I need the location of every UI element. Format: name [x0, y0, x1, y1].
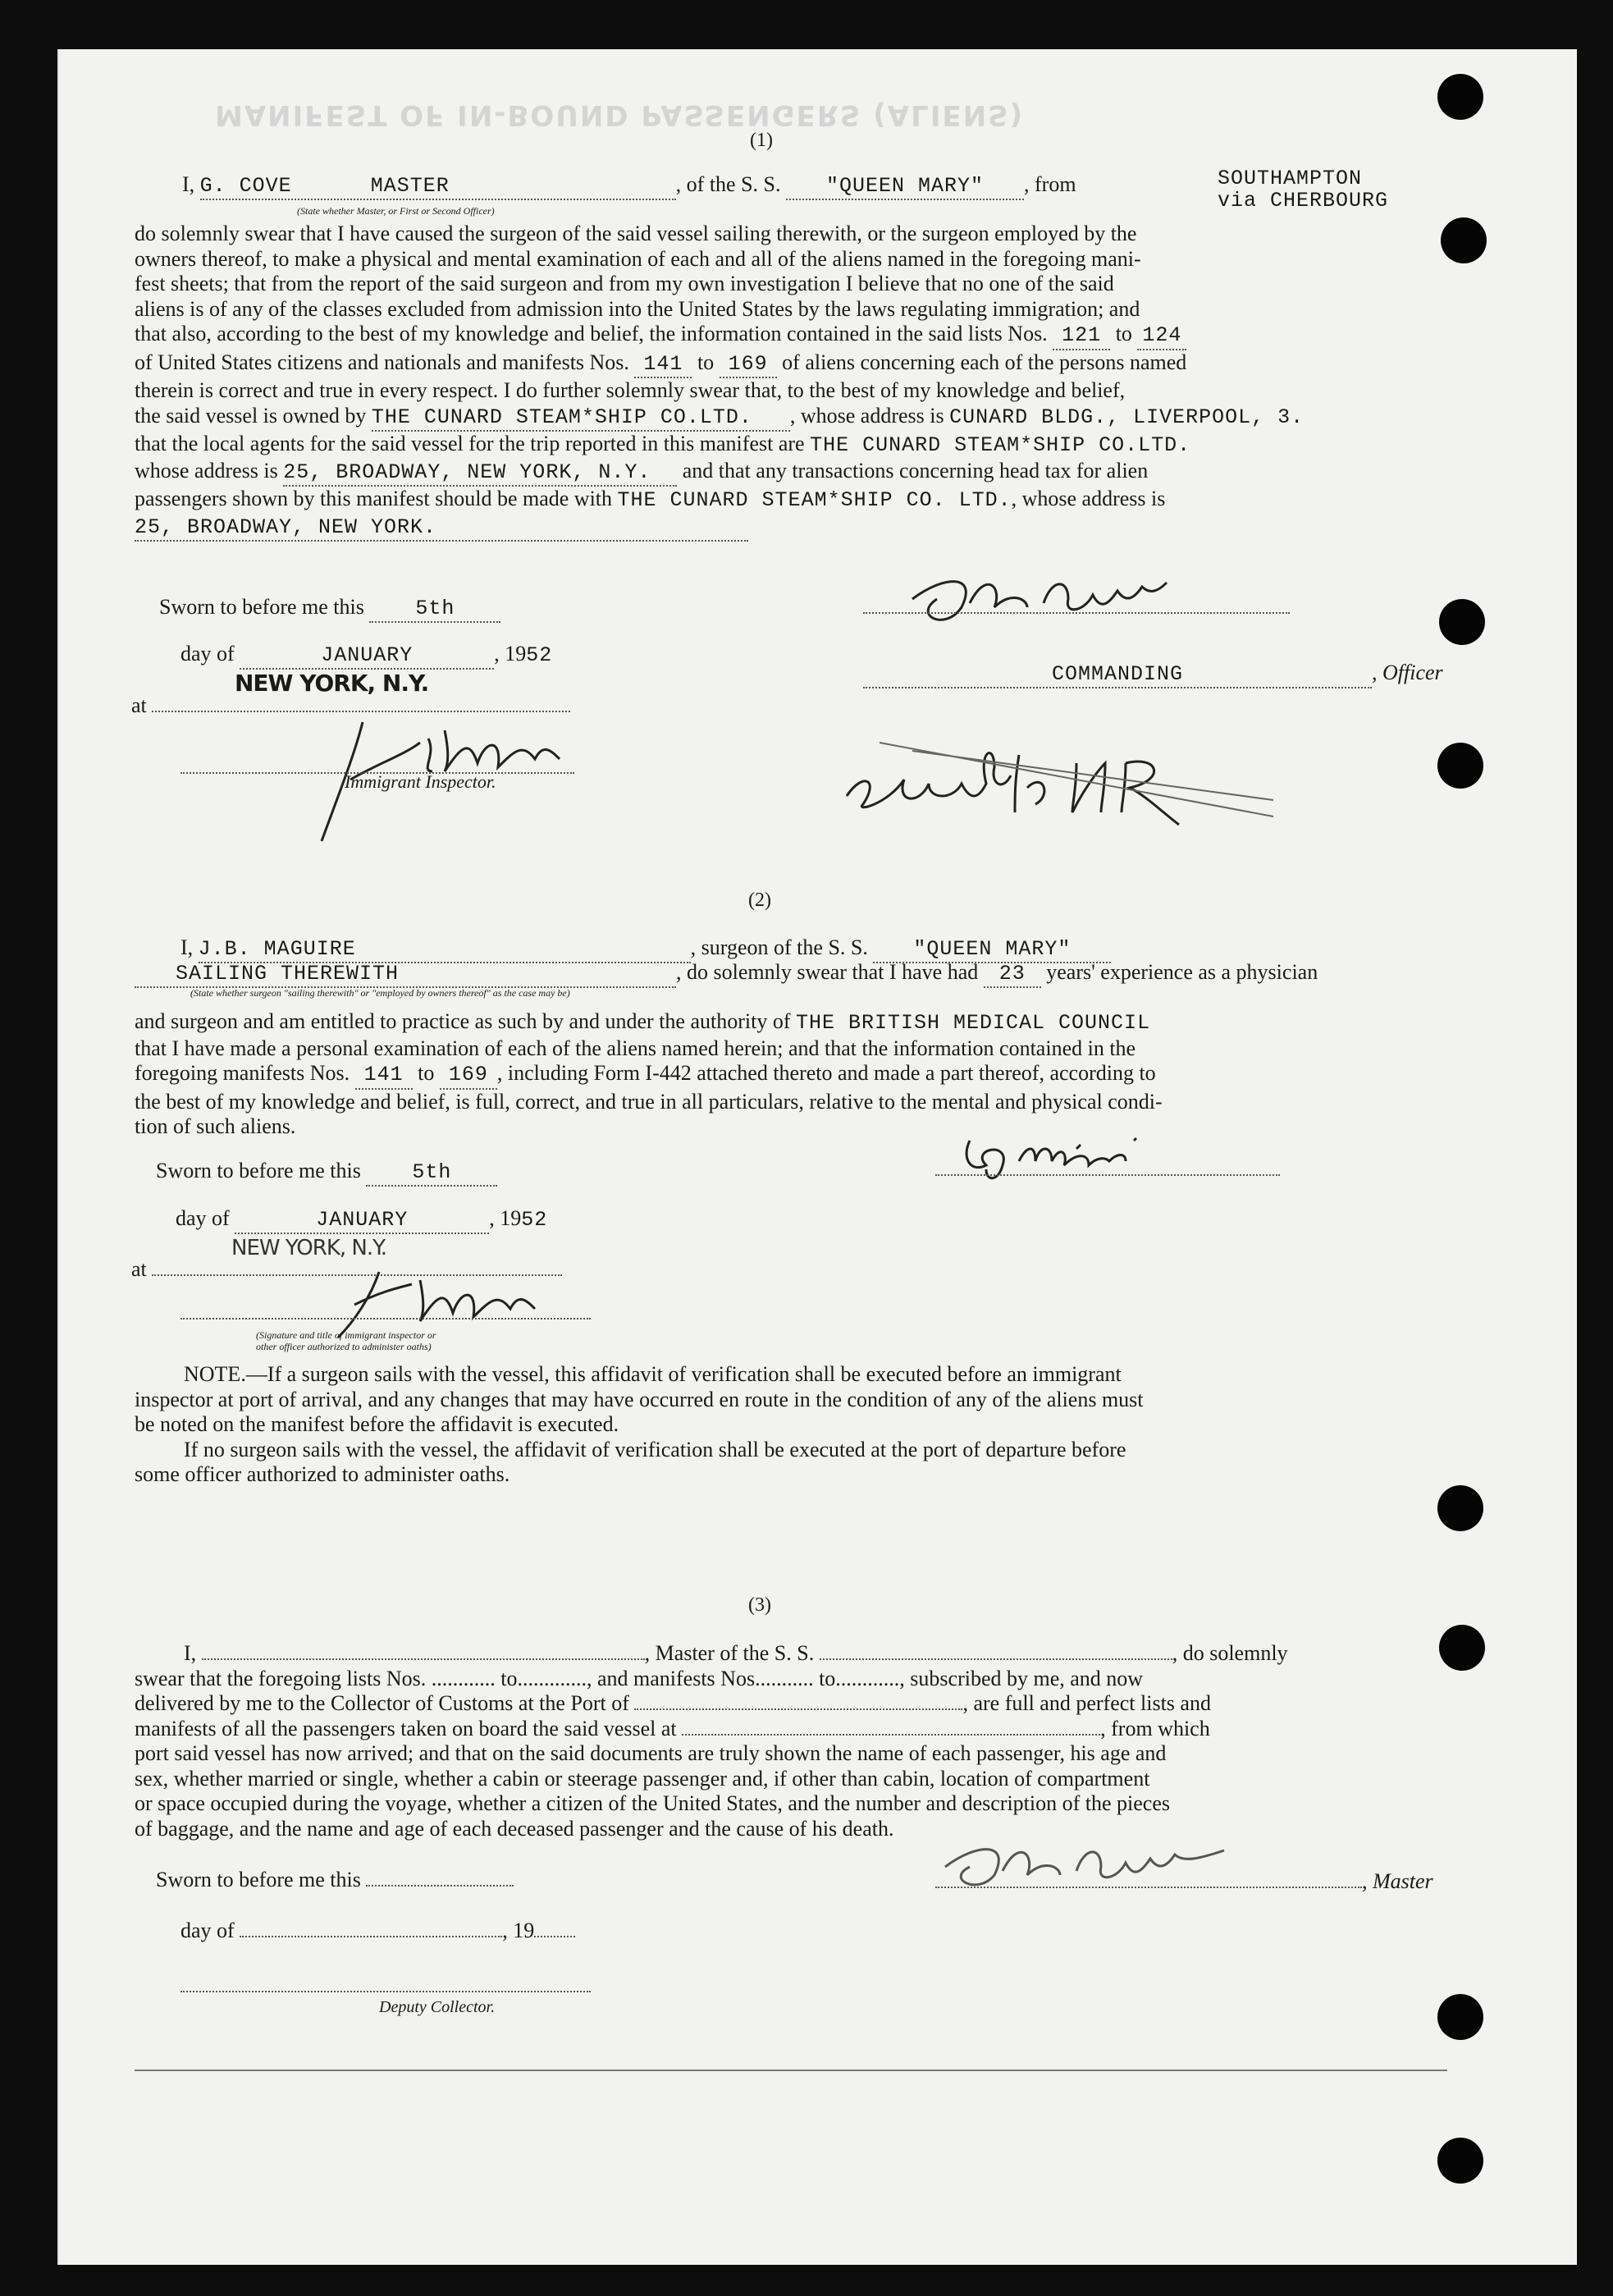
sworn-day-1: 5th: [369, 597, 500, 623]
vessel-field: "QUEEN MARY": [786, 174, 1024, 200]
stamp-place-1: NEW YORK, N.Y.: [235, 670, 429, 697]
years-field: 23: [984, 962, 1041, 988]
day-of-line-1: day of JANUARY , 1952: [180, 642, 552, 670]
master-line: I, G. COVE MASTER , of the S. S. "QUEEN MARY" , from: [182, 172, 1076, 200]
sailing-field: SAILING THEREWITH: [135, 962, 676, 988]
lists-to: 124: [1137, 323, 1186, 350]
bottom-rule: [135, 2070, 1447, 2071]
manifests-from: 141: [634, 352, 692, 379]
at-line-2: at: [131, 1257, 562, 1282]
note-block: NOTE.—If a surgeon sails with the vessel, this affidavit of verification shall be executed before an immigrant inspector at port of arrival, and any changes that may have occurred en route in the condition of any of the aliens must be noted on the manifest before the affidavit is executed. If no surgeon sails with the vessel, the affidavit of verification shall be executed at the port of departure before some officer authorized to administer oaths.: [135, 1362, 1144, 1486]
punch-hole: [1437, 1994, 1483, 2040]
rank-hint: (State whether Master, or First or Second Officer): [297, 205, 495, 217]
commanding-line: COMMANDING , Officer: [863, 661, 1443, 688]
punch-hole: [1437, 74, 1483, 120]
via-port: via CHERBOURG: [1218, 189, 1389, 213]
section-number: (2): [748, 890, 771, 911]
punch-hole: [1441, 217, 1487, 263]
punch-hole: [1439, 599, 1485, 645]
authority-field: THE BRITISH MEDICAL COUNCIL: [796, 1011, 1151, 1035]
inspector-label: Immigrant Inspector.: [345, 771, 496, 792]
section2-body: and surgeon and am entitled to practice as such by and under the authority of THE BRITISH MEDICAL COUNCIL that I have made a personal examination of each of the aliens named herein; and that the information contained in the foregoing manifests Nos. 141 to 169 , including Form I-442 attached thereto and made a part thereof, according to the best of my knowledge and belief, is full, correct, and true in all particulars, relative to the mental and physical condi- tion of such aliens.: [135, 1009, 1163, 1138]
sig-hint-2a: (Signature and title of immigrant inspector or: [256, 1329, 436, 1341]
manifest-page: [57, 49, 1577, 2265]
punch-hole: [1437, 2138, 1483, 2184]
owner-address: CUNARD BLDG., LIVERPOOL, 3.: [949, 405, 1305, 429]
from-port: SOUTHAMPTON: [1218, 167, 1363, 190]
sailing-line: SAILING THEREWITH , do solemnly swear that I have had 23 years' experience as a physician: [135, 960, 1318, 988]
section-number: (1): [750, 130, 773, 151]
section3-body: I, , Master of the S. S. , do solemnly swear that the foregoing lists Nos. ............ to............., and manifests Nos........... to............, subscribed by me, and now delivered by me to the Collector of Customs at the Port of , are full and perfect lists and manifests of all the passengers taken on board the said vessel at , from which port said vessel has now arrived; and that on the said documents are truly shown the name of each passenger, his age and sex, whether married or single, whether a cabin or steerage passenger and, if other than cabin, location of compartment or space occupied during the voyage, whether a citizen of the United States, and the number and description of the pieces of baggage, and the name and age of each deceased passenger and the cause of his death.: [135, 1641, 1288, 1841]
master-line-3: , Master: [935, 1869, 1433, 1894]
commanding-field: COMMANDING: [863, 662, 1372, 688]
sworn-year-2: 52: [521, 1208, 548, 1232]
at-line-1: at: [131, 693, 570, 718]
sworn-year-1: 52: [526, 643, 553, 667]
lists-from: 121: [1053, 323, 1110, 350]
section-number: (3): [748, 1594, 771, 1616]
sworn-line-1: Sworn to before me this 5th: [159, 595, 500, 623]
docked-note: [830, 739, 1290, 829]
manifests-to-2: 169: [440, 1063, 497, 1090]
section1-body: do solemnly swear that I have caused the surgeon of the said vessel sailing therewith, or the surgeon employed by the owners thereof, to make a physical and mental examination of each and all of the aliens named in the foregoing mani- fest sheets; that from the report of the said surgeon and from my own investigation I believe that no one of the said aliens is of any of the classes excluded from admission into the United States by the laws regulating immigration; and that also, according to the best of my knowledge and belief, the information contained in the said lists Nos. 121 to 124 of United States citizens and nationals and manifests Nos. 141 to 169 of aliens concerning each of the persons named therein is correct and true in every respect. I do further solemnly swear that, to the best of my knowledge and belief, the said vessel is owned by THE CUNARD STEAM*SHIP CO.LTD. , whose address is CUNARD BLDG., LIVERPOOL, 3. that the local agents for the said vessel for the trip reported in this manifest are THE CUNARD STEAM*SHIP CO.LTD. whose address is 25, BROADWAY, NEW YORK, N.Y. and that any transactions concerning head tax for alien passengers shown by this manifest should be made with THE CUNARD STEAM*SHIP CO. LTD., whose address is 25, BROADWAY, NEW YORK.: [135, 222, 1447, 542]
manifests-from-2: 141: [355, 1063, 413, 1090]
sworn-month-1: JANUARY: [240, 643, 494, 670]
surgeon-name: J.B. MAGUIRE: [199, 937, 691, 963]
collector-label: Deputy Collector.: [379, 1998, 496, 2016]
agents-field: THE CUNARD STEAM*SHIP CO.LTD.: [810, 433, 1191, 457]
agents-address: 25, BROADWAY, NEW YORK, N.Y.: [283, 460, 677, 487]
ghost-header: MANIFEST OF IN-BOUND PASSENGERS (ALIENS): [215, 98, 1025, 131]
day-of-line-3: day of , 19: [180, 1919, 575, 1943]
sworn-day-2: 5th: [366, 1160, 497, 1187]
punch-hole: [1437, 743, 1483, 789]
sig-hint-2b: other officer authorized to administer oaths): [256, 1341, 432, 1352]
stamp-place-2: NEW YORK, N.Y.: [231, 1236, 387, 1260]
surgeon-vessel: "QUEEN MARY": [873, 937, 1111, 963]
owner-field: THE CUNARD STEAM*SHIP CO.LTD.: [372, 405, 790, 432]
master-name-field: G. COVE MASTER: [200, 174, 676, 200]
sworn-month-2: JANUARY: [235, 1208, 489, 1234]
manifests-to: 169: [720, 352, 777, 379]
head-tax-agent: THE CUNARD STEAM*SHIP CO. LTD.: [617, 488, 1012, 512]
head-tax-address: 25, BROADWAY, NEW YORK.: [135, 515, 748, 542]
day-of-line-2: day of JANUARY , 1952: [176, 1206, 547, 1234]
sworn-line-3: Sworn to before me this: [156, 1868, 514, 1892]
sworn-line-2: Sworn to before me this 5th: [156, 1159, 497, 1187]
surgeon-line: I, J.B. MAGUIRE , surgeon of the S. S. "QUEEN MARY": [180, 935, 1111, 963]
sailing-hint: (State whether surgeon "sailing therewith" or "employed by owners thereof" as the case may be): [190, 987, 570, 999]
punch-hole: [1437, 1485, 1483, 1531]
